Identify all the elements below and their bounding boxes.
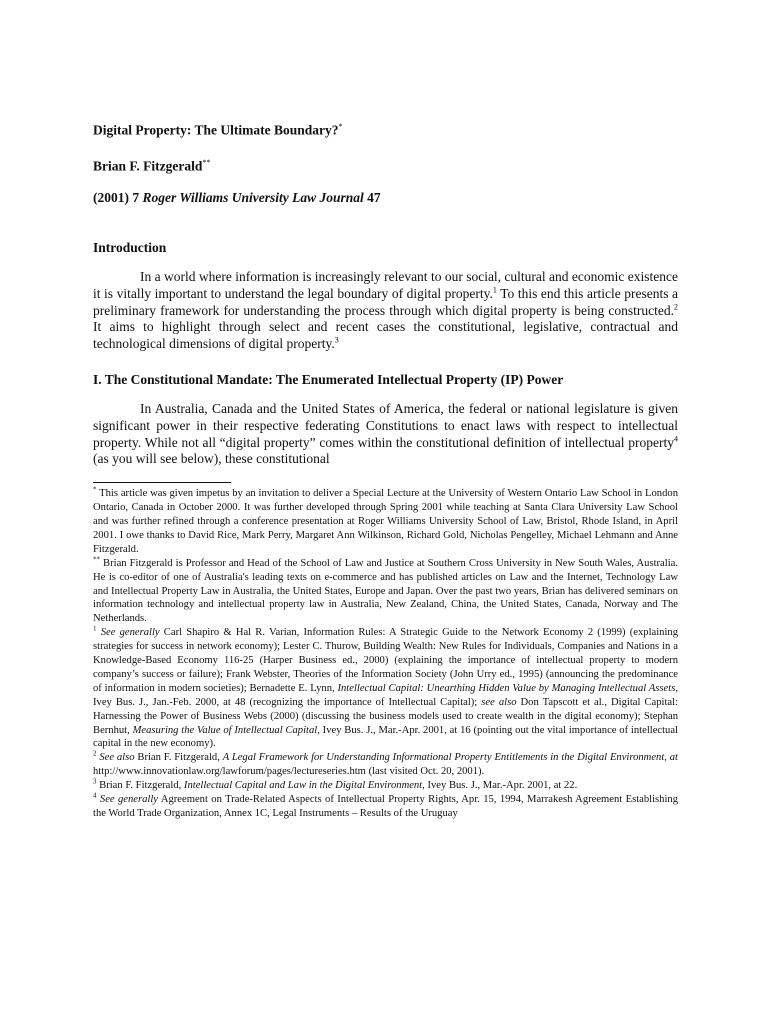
footnote-ref-3[interactable]: 3 — [334, 335, 339, 345]
article-title: Digital Property: The Ultimate Boundary?* — [93, 122, 343, 138]
footnotes — [93, 487, 678, 821]
footnote-4: $^4$ See generally Agreement on Trade-Related Aspects of Intellectual Property Rights, Apr. 15, 1994, Marrakesh Agreement Establishing the World Trade Organization, Annex 1C, Legal Instruments – Results of the Uruguay — [93, 791, 678, 820]
footnote-divider — [93, 482, 231, 483]
introduction-paragraph: In a world where information is increasingly relevant to our social, cultural and economic existence it is vitally important to understand the legal boundary of digital property.$^1$ To this end this article presents a preliminary framework for understanding the process through which digital property is being constructed.$^2$ It aims to highlight through select and recent cases the constitutional, legislative, contractual and technological dimensions of digital property.$^3$ — [93, 269, 679, 352]
journal-name: Roger Williams University Law Journal — [142, 190, 364, 205]
author-line: Brian F. Fitzgerald** — [93, 157, 211, 173]
citation-line: (2001) 7 Roger Williams University Law Journal 47 — [93, 190, 381, 205]
footnote-ref-4[interactable]: 4 — [674, 434, 678, 444]
footnote-marker-double-star[interactable]: ** — [202, 157, 211, 167]
footnote-2: $^2$ See also Brian F. Fitzgerald, A Legal Framework for Understanding Informational Property Entitlements in the Digital Environment, at http://www.innovationlaw.org/lawforum/pages/lectureseries.htm (last visited Oct. 20, 2001). — [93, 749, 679, 778]
section-1-paragraph: In Australia, Canada and the United States of America, the federal or national legislature is given significant power in their respective federating Constitutions to enact laws with respect to intellectual property. While not all “digital property” comes within the constitutional definition of intellectual property$^4$ (as you will see below), these constitutional — [93, 400, 678, 467]
section-1-heading: I. The Constitutional Mandate: The Enumerated Intellectual Property (IP) Power — [93, 371, 564, 387]
introduction-heading: Introduction — [93, 240, 167, 255]
footnote-double-star: ** Brian Fitzgerald is Professor and Head of the School of Law and Justice at Southern Cross University in New South Wales, Australia. He is co-editor of one of Australia's leading texts on e-commerce and has published articles on Law and the Internet, Technology Law and Intellectual Property Law in Australia, the United States, Europe and Japan. Over the past two years, Brian has delivered seminars on information technology and intellectual property law in Australia, New Zealand, China, the United States, Canada, Norway and The Netherlands. — [93, 555, 678, 625]
footnote-3: $^3$ Brian F. Fitzgerald, Intellectual Capital and Law in the Digital Environment, Ivey Bus. J., Mar.-Apr. 2001, at 22. — [93, 777, 578, 792]
document-page — [93, 118, 678, 821]
footnote-star: * This article was given impetus by an invitation to deliver a Special Lecture at the University of Western Ontario Law School in London Ontario, Canada in October 2000. It was further developed through Spring 2001 while teaching at Santa Clara University Law School and was further refined through a conference presentation at Roger Williams University School of Law, Bristol, Rhode Island, in April 2001. I owe thanks to David Rice, Mark Perry, Margaret Ann Wilkinson, Richard Gold, Nicholas Pengelley, Michael Lehmann and Anne Fitzgerald. — [93, 485, 678, 555]
footnote-marker-star[interactable]: * — [338, 122, 343, 131]
footnote-ref-1[interactable]: 1 — [492, 285, 497, 295]
footnote-ref-2[interactable]: 2 — [674, 302, 678, 312]
footnote-1: $^1$ See generally Carl Shapiro & Hal R. Varian, Information Rules: A Strategic Guide to the Network Economy 2 (1999) (explaining strategies for success in network economy); Lester C. Thurow, Building Wealth: New Rules for Individuals, Companies and Nations in a Knowledge-Based Economy 116-25 (Harper Business ed., 2000) (explaining the importance of intellectual property to modern company’s success or failure); Frank Webster, Theories of the Information Society (John Urry ed., 1995) (announcing the predominance of information in modern societies); Bernadette E. Lynn, Intellectual Capital: Unearthing Hidden Value by Managing Intellectual Assets, Ivey Bus. J., Jan.-Feb. 2000, at 48 (recognizing the importance of Intellectual Capital); see also Don Tapscott et al., Digital Capital: Harnessing the Power of Business Webs (2000) (discussing the business models used to create wealth in the digital economy); Stephan Bernhut, Measuring the Value of Intellectual Capital, Ivey Bus. J., Mar.-Apr. 2001, at 16 (pointing out the vital importance of intellectual capital in the new economy). — [93, 624, 678, 750]
